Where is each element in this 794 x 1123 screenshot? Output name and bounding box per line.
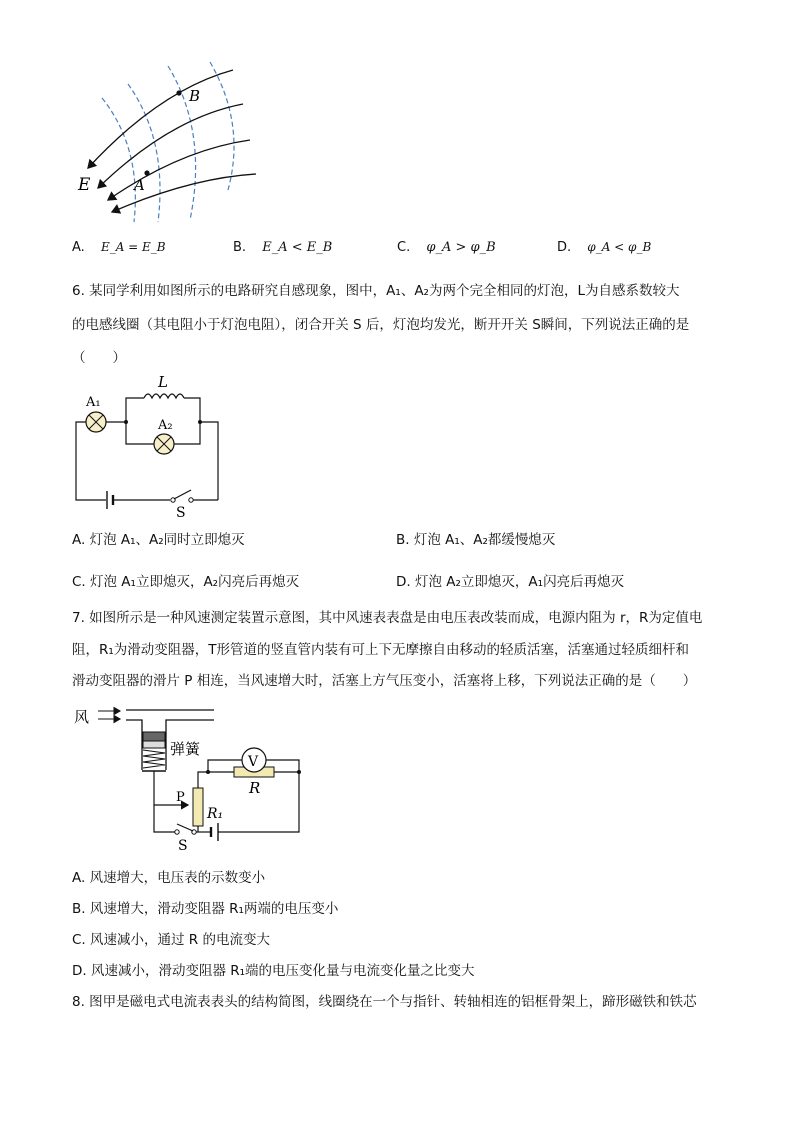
q8-stem-line-1: 8. 图甲是磁电式电流表表头的结构简图，线圈绕在一个与指针、转轴相连的铝框骨架上，蹄形磁铁和铁芯 (72, 994, 697, 1010)
label-r1: R₁ (207, 806, 224, 822)
piston (143, 732, 165, 741)
q6-stem-line-3: （ ） (72, 350, 126, 366)
q7-stem-line-2: 阻，R₁为滑动变阻器，T形管道的竖直管内装有可上下无摩擦自由移动的轻质活塞，活塞通过轻质细杆和 (72, 642, 690, 658)
q5-option-a[interactable]: A. E_A = E_B (72, 240, 166, 255)
switch-blade (174, 490, 191, 499)
label-p: P (176, 790, 185, 805)
q7-stem-line-1: 7. 如图所示是一种风速测定装置示意图，其中风速表表盘是由电压表改装而成，电源内阻为 r，R为定值电 (72, 610, 703, 626)
q6-option-a[interactable]: A. 灯泡 A₁、A₂同时立即熄灭 (72, 532, 245, 548)
q5-option-c-expr: φ_A > φ_B (426, 240, 496, 255)
q6-circuit-diagram (70, 372, 230, 520)
label-r: R (249, 779, 261, 797)
q7-option-c[interactable]: C. 风速减小，通过 R 的电流变大 (72, 932, 270, 948)
q7-option-d[interactable]: D. 风速减小，滑动变阻器 R₁端的电压变化量与电流变化量之比变大 (72, 963, 475, 979)
q5-option-a-expr: E_A = E_B (100, 240, 166, 254)
point-a-dot (144, 170, 149, 175)
q6-option-c[interactable]: C. 灯泡 A₁立即熄灭，A₂闪亮后再熄灭 (72, 574, 300, 590)
label-s: S (176, 505, 186, 520)
q5-option-c[interactable]: C. φ_A > φ_B (397, 240, 496, 255)
field-line (88, 70, 233, 168)
spring (143, 750, 165, 768)
q5-option-b-expr: E_A < E_B (262, 240, 333, 255)
q5-field-diagram (70, 60, 310, 230)
label-s: S (178, 838, 188, 854)
label-spring: 弹簧 (170, 740, 201, 758)
q5-option-b[interactable]: B. E_A < E_B (233, 240, 333, 255)
q7-option-b[interactable]: B. 风速增大，滑动变阻器 R₁两端的电压变小 (72, 901, 339, 917)
equipotential-line (210, 62, 234, 190)
q5-option-d-expr: φ_A < φ_B (587, 240, 652, 254)
q5-option-d[interactable]: D. φ_A < φ_B (557, 240, 652, 255)
equipotential-line (128, 84, 160, 222)
q6-option-b[interactable]: B. 灯泡 A₁、A₂都缓慢熄灭 (396, 532, 556, 548)
label-v: V (248, 754, 259, 770)
q6-stem-line-2: 的电感线圈（其电阻小于灯泡电阻），闭合开关 S 后，灯泡均发光，断开开关 S瞬间，下列说法正确的是 (72, 317, 690, 333)
label-e: E (78, 175, 91, 195)
rheostat-r1 (193, 788, 203, 826)
label-l: L (158, 373, 168, 391)
label-b: B (189, 87, 201, 105)
label-wind: 风 (74, 708, 90, 726)
q7-stem-line-3: 滑动变阻器的滑片 P 相连，当风速增大时，活塞上方气压变小，活塞将上移，下列说法正确的是（ ） (72, 673, 697, 689)
switch-blade (177, 824, 193, 831)
q7-option-a[interactable]: A. 风速增大，电压表的示数变小 (72, 870, 266, 886)
label-a: A (134, 176, 145, 194)
label-a2: A₂ (158, 418, 173, 433)
point-b-dot (176, 90, 181, 95)
field-line (108, 140, 250, 200)
q6-option-d[interactable]: D. 灯泡 A₂立即熄灭，A₁闪亮后再熄灭 (396, 574, 625, 590)
q6-stem-line-1: 6. 某同学利用如图所示的电路研究自感现象，图中，A₁、A₂为两个完全相同的灯泡，L为自感系数较大 (72, 283, 680, 299)
inductor-coil (144, 394, 184, 398)
q7-wind-device-diagram (70, 700, 320, 856)
label-a1: A₁ (86, 395, 101, 410)
